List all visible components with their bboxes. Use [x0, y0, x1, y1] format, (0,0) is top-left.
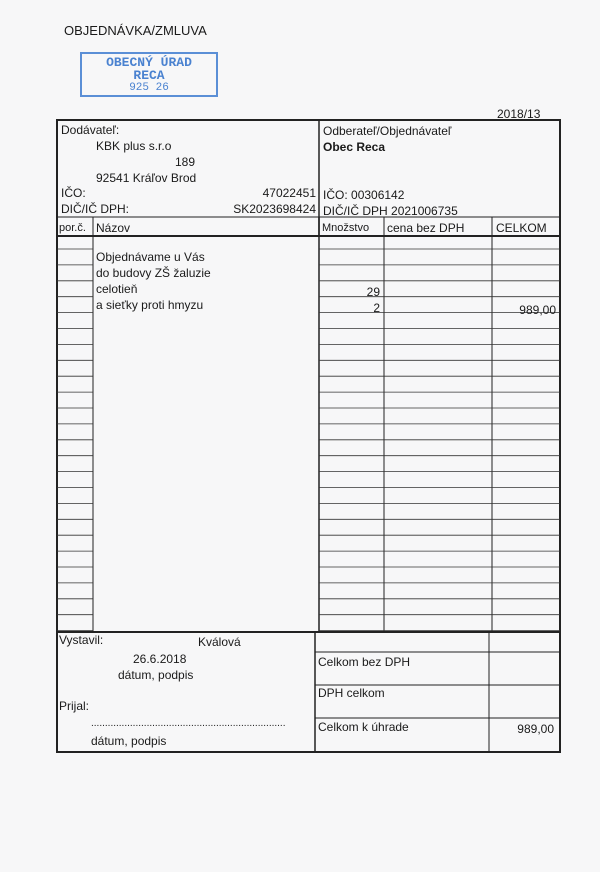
date-sign-label: dátum, podpis — [118, 668, 194, 682]
date-sign-label-2: dátum, podpis — [91, 734, 167, 748]
item-description-line-1: Objednávame u Vás — [96, 250, 205, 264]
document-number: 2018/13 — [497, 107, 541, 121]
supplier-dic-label: DIČ/IČ DPH: — [61, 202, 130, 216]
office-stamp — [80, 52, 218, 97]
item-total: 989,00 — [519, 303, 556, 317]
item-description-line-3: celotieň — [96, 282, 138, 296]
stamp-line-2: RECA — [133, 68, 165, 83]
header-total: CELKOM — [496, 221, 547, 235]
item-quantity: 29 — [366, 285, 380, 299]
vat-total-label: DPH celkom — [318, 686, 385, 700]
header-quantity: Množstvo — [322, 222, 370, 234]
signature-dotted-line: ...................................................................... — [91, 718, 286, 729]
stamp-line-1: OBECNÝ ÚRAD — [106, 55, 192, 70]
amount-due-value: 989,00 — [517, 722, 554, 736]
supplier-label: Dodávateľ: — [61, 123, 120, 137]
sum-net-label: Celkom bez DPH — [318, 655, 411, 669]
supplier-street: 189 — [175, 155, 196, 169]
supplier-ico: 47022451 — [262, 186, 316, 200]
item-description-line-2: do budovy ZŠ žaluzie — [96, 266, 211, 280]
customer-ico-value: 00306142 — [351, 188, 405, 202]
issued-by: Kválová — [198, 635, 241, 649]
supplier-dic: SK2023698424 — [233, 202, 316, 216]
supplier-city: 92541 Kráľov Brod — [96, 171, 197, 185]
supplier-ico-label: IČO: — [61, 186, 86, 200]
customer-label: Odberateľ/Objednávateľ — [323, 124, 452, 138]
customer-dic — [323, 204, 458, 218]
document-title: OBJEDNÁVKA/ZMLUVA — [64, 23, 207, 38]
issued-date: 26.6.2018 — [133, 652, 187, 666]
header-number: por.č. — [59, 222, 86, 234]
supplier-name: KBK plus s.r.o — [96, 139, 172, 153]
header-price: cena bez DPH — [387, 221, 465, 235]
received-label: Prijal: — [59, 699, 90, 713]
item-description-line-4: a sieťky proti hmyzu — [96, 298, 204, 312]
customer-ico — [323, 188, 404, 202]
customer-dic-value: 2021006735 — [391, 204, 458, 218]
amount-due-label: Celkom k úhrade — [318, 720, 409, 734]
customer-ico-label: IČO: — [323, 188, 348, 202]
customer-dic-label: DIČ/IČ DPH — [323, 204, 388, 218]
stamp-line-3: 925 26 — [129, 82, 169, 94]
customer-name: Obec Reca — [323, 140, 386, 154]
header-name: Názov — [96, 221, 131, 235]
item-quantity: 2 — [373, 301, 380, 315]
issued-label: Vystavil: — [59, 633, 104, 647]
